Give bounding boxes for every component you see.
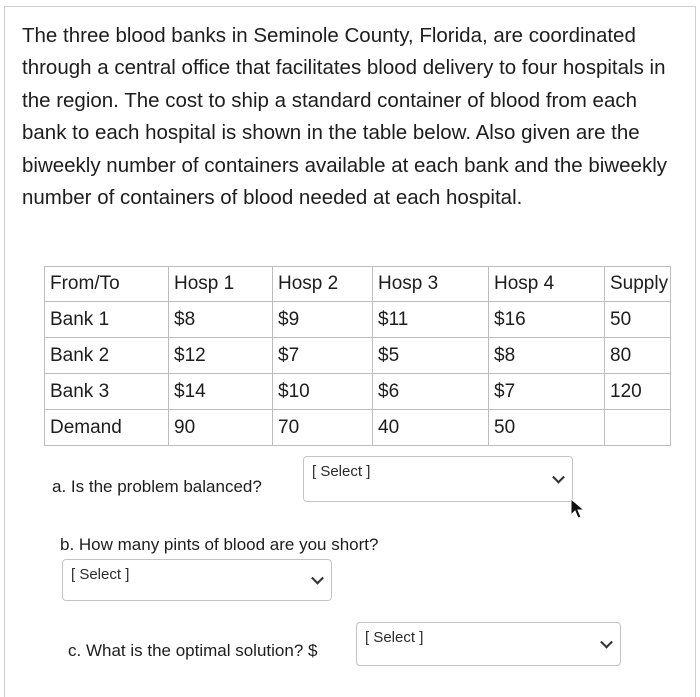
- table-header-cell: Hosp 2: [273, 267, 373, 302]
- table-cell: $5: [373, 338, 489, 374]
- question-b-select[interactable]: [62, 559, 332, 601]
- question-a-select[interactable]: [303, 456, 573, 502]
- question-c-text: c. What is the optimal solution? $: [68, 641, 318, 660]
- table-cell: Bank 2: [45, 338, 169, 374]
- problem-text: The three blood banks in Seminole County, Florida, are coordinated through a central office that facilitates blood delivery to four hospitals in the region. The cost to ship a standard container of blood from each bank to each hospital is shown in the table below. Also given are the biweekly number of containers available at each bank and the biweekly number of containers of blood needed at each hospital.: [22, 24, 667, 210]
- table-cell: $7: [273, 338, 373, 374]
- table-row: [45, 374, 671, 410]
- table-cell: 50: [605, 302, 671, 338]
- table-cell: $9: [273, 302, 373, 338]
- table-cell: $7: [489, 374, 605, 410]
- table-cell: [605, 410, 671, 446]
- table-row: [45, 302, 671, 338]
- question-b-select-value: [ Select ]: [71, 566, 130, 583]
- table-header-cell: Supply: [605, 267, 671, 302]
- table-cell: 80: [605, 338, 671, 374]
- question-a-text: a. Is the problem balanced?: [52, 477, 262, 496]
- table-row: [45, 338, 671, 374]
- table-cell: $16: [489, 302, 605, 338]
- table-cell: $8: [169, 302, 273, 338]
- table-cell: 50: [489, 410, 605, 446]
- chevron-down-icon: [552, 471, 565, 484]
- chevron-down-icon: [311, 572, 324, 585]
- table-cell: $11: [373, 302, 489, 338]
- table-cell: $12: [169, 338, 273, 374]
- table-header-cell: Hosp 4: [489, 267, 605, 302]
- table-cell: $8: [489, 338, 605, 374]
- table-cell: 70: [273, 410, 373, 446]
- table-header-cell: From/To: [45, 267, 169, 302]
- table-cell: $6: [373, 374, 489, 410]
- table-cell: $10: [273, 374, 373, 410]
- mouse-pointer-icon: [570, 498, 586, 520]
- cost-table: [44, 266, 671, 446]
- table-cell: 90: [169, 410, 273, 446]
- table-cell: 120: [605, 374, 671, 410]
- chevron-down-icon: [600, 636, 613, 649]
- question-c-select[interactable]: [356, 622, 621, 666]
- table-cell: Bank 1: [45, 302, 169, 338]
- table-row: [45, 410, 671, 446]
- table-header-cell: Hosp 3: [373, 267, 489, 302]
- question-c-select-value: [ Select ]: [365, 629, 424, 646]
- table-cell: Bank 3: [45, 374, 169, 410]
- table-header-row: [45, 267, 671, 302]
- table-header-cell: Hosp 1: [169, 267, 273, 302]
- table-cell: $14: [169, 374, 273, 410]
- question-b-text: b. How many pints of blood are you short?: [60, 535, 379, 554]
- table-cell: Demand: [45, 410, 169, 446]
- table-cell: 40: [373, 410, 489, 446]
- question-a-select-value: [ Select ]: [312, 463, 371, 480]
